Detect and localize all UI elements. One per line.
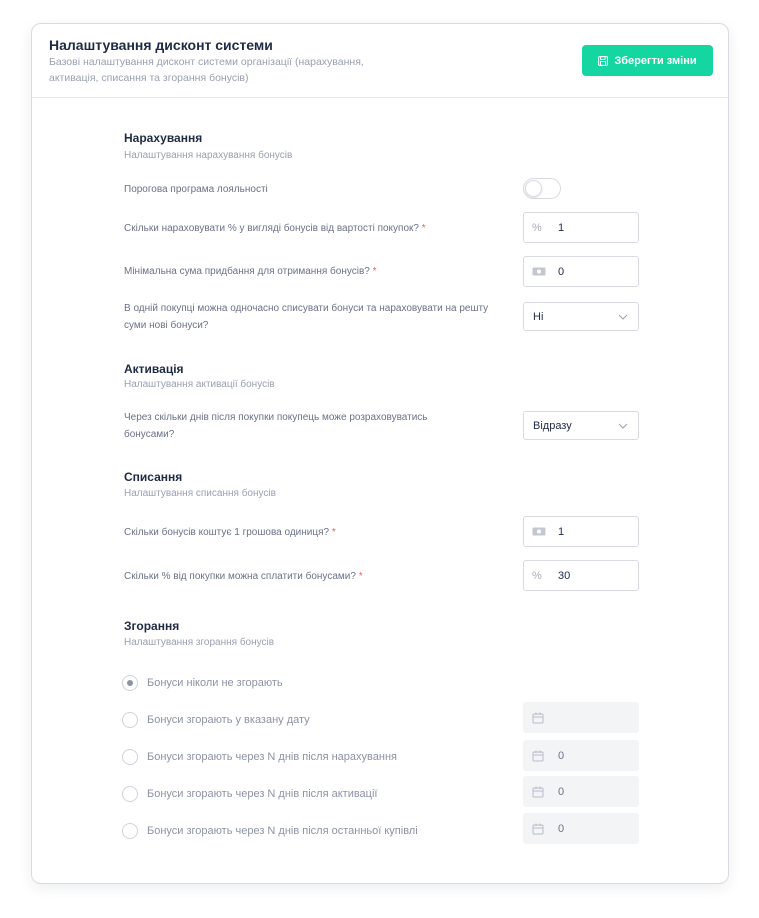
simultaneous-value: Ні: [533, 310, 544, 323]
accrual-percent-value: 1: [558, 221, 565, 234]
expiry-option-label: Бонуси згорають у вказану дату: [147, 714, 310, 726]
radio-button[interactable]: [122, 712, 138, 728]
save-changes-button[interactable]: [582, 45, 713, 76]
chevron-down-icon: [618, 314, 628, 320]
accrual-percent-label-text: Скільки нараховувати % у вигляді бонусів від вартості покупок?: [124, 223, 419, 234]
writeoff-cost-value: 1: [558, 525, 565, 538]
min-sum-value: 0: [558, 265, 565, 278]
activation-days-label: Через скільки днів після покупки покупець може розраховуватись бонусами?: [124, 412, 428, 440]
page-subtitle: Базові налаштування дисконт системи організації (нарахування, активація, списання та згорання бонусів): [49, 56, 364, 84]
expiry-option-date[interactable]: [122, 712, 310, 728]
writeoff-cost-label: [124, 524, 494, 541]
calendar-icon: [532, 786, 546, 798]
threshold-program-label: Порогова програма лояльності: [124, 184, 268, 195]
percent-prefix: %: [532, 569, 542, 582]
expiry-option-label: Бонуси згорають через N днів після останньої купівлі: [147, 825, 418, 837]
expiry-option-after-last-purchase[interactable]: [122, 823, 418, 839]
radio-dot: [127, 680, 133, 686]
required-mark: *: [331, 527, 336, 538]
floppy-disk-icon: [598, 56, 608, 66]
writeoff-percent-label: [124, 568, 494, 585]
banknote-icon: [532, 267, 546, 276]
radio-button[interactable]: [122, 823, 138, 839]
expiry-option-label: Бонуси згорають через N днів після нарахування: [147, 751, 397, 763]
accrual-section-title: Нарахування: [124, 131, 203, 145]
writeoff-section-title: Списання: [124, 470, 183, 484]
writeoff-section-subtitle: Налаштування списання бонусів: [124, 488, 276, 499]
discount-settings-card: [31, 23, 729, 884]
writeoff-percent-value: 30: [558, 569, 571, 582]
expiry-option-after-activation[interactable]: [122, 786, 377, 802]
toggle-knob: [525, 180, 542, 197]
accrual-section-subtitle: Налаштування нарахування бонусів: [124, 150, 293, 161]
radio-button[interactable]: [122, 786, 138, 802]
threshold-program-toggle[interactable]: [523, 178, 561, 199]
radio-button[interactable]: [122, 749, 138, 765]
calendar-icon: [532, 712, 546, 724]
accrual-percent-label: [124, 220, 494, 237]
required-mark: *: [358, 571, 363, 582]
expiry-option-after-accrual[interactable]: [122, 749, 397, 765]
activation-days-value: Відразу: [533, 419, 572, 432]
expiry-days-accrual-input[interactable]: [523, 740, 639, 771]
expiry-date-input[interactable]: [523, 702, 639, 733]
chevron-down-icon: [618, 423, 628, 429]
accrual-percent-input[interactable]: [523, 212, 639, 243]
expiry-section-subtitle: Налаштування згорання бонусів: [124, 637, 275, 648]
expiry-option-label: Бонуси згорають через N днів після активації: [147, 788, 378, 800]
writeoff-cost-input[interactable]: [523, 516, 639, 547]
page-title: Налаштування дисконт системи: [49, 37, 273, 53]
expiry-days-accrual-value: 0: [558, 749, 565, 762]
writeoff-percent-input[interactable]: [523, 560, 639, 591]
calendar-icon: [532, 823, 546, 835]
expiry-days-last-purchase-value: 0: [558, 822, 565, 835]
expiry-days-activation-input[interactable]: [523, 776, 639, 807]
writeoff-percent-label-text: Скільки % від покупки можна сплатити бонусами?: [124, 571, 356, 582]
expiry-days-last-purchase-input[interactable]: [523, 813, 639, 844]
card-header: [32, 24, 728, 98]
writeoff-cost-label-text: Скільки бонусів коштує 1 грошова одиниця?: [124, 527, 330, 538]
simultaneous-select[interactable]: [523, 302, 639, 331]
calendar-icon: [532, 750, 546, 762]
activation-days-select[interactable]: [523, 411, 639, 440]
min-sum-label: [124, 263, 494, 280]
activation-section-subtitle: Налаштування активації бонусів: [124, 379, 275, 390]
save-button-label: Зберегти зміни: [614, 54, 697, 67]
activation-section-title: Активація: [124, 362, 184, 376]
expiry-option-label: Бонуси ніколи не згорають: [147, 677, 283, 689]
required-mark: *: [421, 223, 426, 234]
expiry-option-never[interactable]: [122, 675, 283, 691]
expiry-section-title: Згорання: [124, 619, 180, 633]
banknote-icon: [532, 527, 546, 536]
min-sum-label-text: Мінімальна сума придбання для отримання бонусів?: [124, 266, 370, 277]
radio-button[interactable]: [122, 675, 138, 691]
expiry-days-activation-value: 0: [558, 785, 565, 798]
required-mark: *: [372, 266, 377, 277]
min-sum-input[interactable]: [523, 256, 639, 287]
percent-prefix: %: [532, 221, 542, 234]
simultaneous-label: В одній покупці можна одночасно списувати бонуси та нараховувати на решту суми нові бонуси?: [124, 303, 489, 331]
